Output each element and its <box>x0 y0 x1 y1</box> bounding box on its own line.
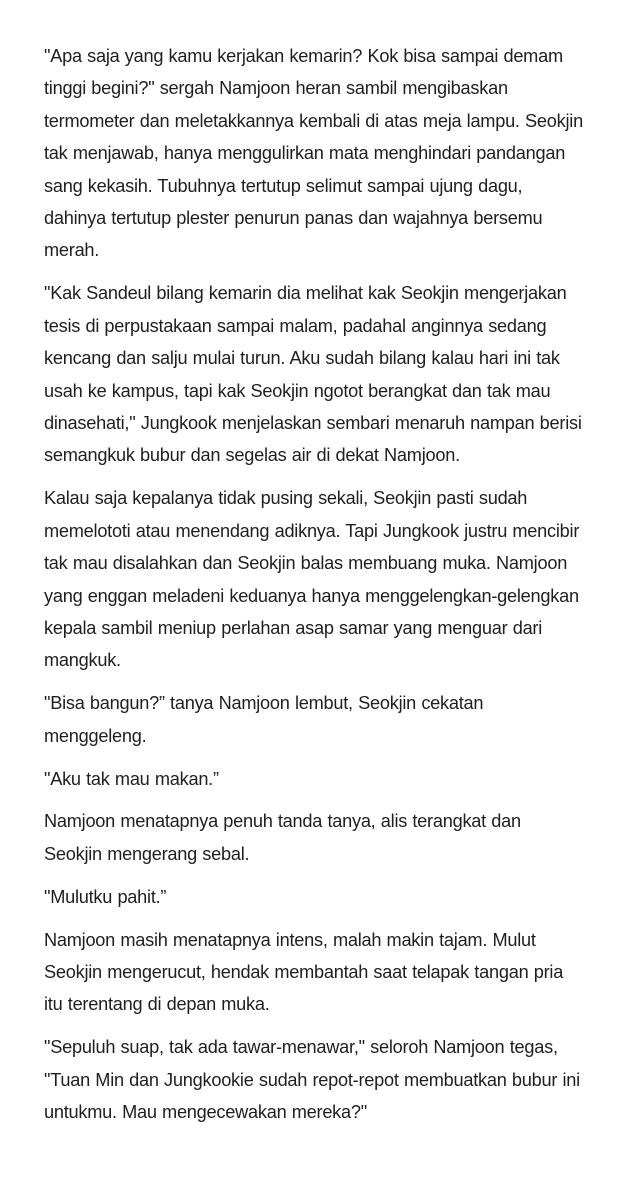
paragraph-6: Namjoon menatapnya penuh tanda tanya, alis terangkat dan Seokjin mengerang sebal. <box>44 811 521 864</box>
story-text <box>44 40 584 1139</box>
paragraph-8: Namjoon masih menatapnya intens, malah makin tajam. Mulut Seokjin mengerucut, hendak membantah saat telapak tangan pria itu terentang di depan muka. <box>44 929 564 1015</box>
paragraph-2: "Kak Sandeul bilang kemarin dia melihat kak Seokjin mengerjakan tesis di perpustakaan sampai malam, padahal anginnya sedang kencang dan salju mulai turun. Aku sudah bilang kalau hari ini tak usah ke kampus, tapi kak Seokjin ngotot berangkat dan tak mau dinasehati," Jungkook menjelaskan sembari menaruh nampan berisi semangkuk bubur dan segelas air di dekat Namjoon. <box>44 283 582 466</box>
paragraph-3: Kalau saja kepalanya tidak pusing sekali, Seokjin pasti sudah memelototi atau menendang adiknya. Tapi Jungkook justru mencibir tak mau disalahkan dan Seokjin balas membuang muka. Namjoon yang enggan meladeni keduanya hanya menggelengkan-gelengkan kepala sambil meniup perlahan asap samar yang menguar dari mangkuk. <box>44 488 580 671</box>
paragraph-1: "Apa saja yang kamu kerjakan kemarin? Kok bisa sampai demam tinggi begini?" sergah Namjoon heran sambil mengibaskan termometer dan meletakkannya kembali di atas meja lampu. Seokjin tak menjawab, hanya menggulirkan mata menghindari pandangan sang kekasih. Tubuhnya tertutup selimut sampai ujung dagu, dahinya tertutup plester penurun panas dan wajahnya bersemu merah. <box>44 46 583 261</box>
paragraph-5: "Aku tak mau makan.” <box>44 768 219 789</box>
paragraph-4: "Bisa bangun?” tanya Namjoon lembut, Seokjin cekatan menggeleng. <box>44 693 484 746</box>
paragraph-7: "Mulutku pahit.” <box>44 886 167 907</box>
paragraph-9: "Sepuluh suap, tak ada tawar-menawar," seloroh Namjoon tegas, "Tuan Min dan Jungkookie sudah repot-repot membuatkan bubur ini untukmu. Mau mengecewakan mereka?" <box>44 1037 580 1123</box>
